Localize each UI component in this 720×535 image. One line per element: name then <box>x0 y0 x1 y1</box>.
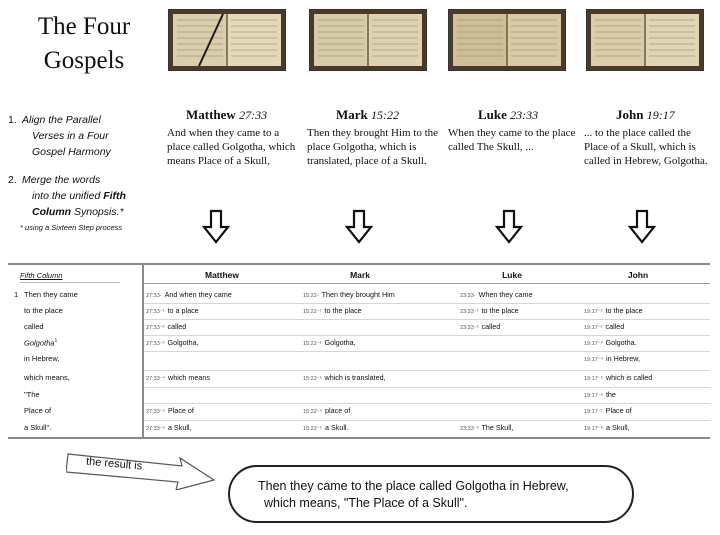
table-row-divider <box>144 420 710 421</box>
cell-text: The Skull, <box>481 423 514 432</box>
table-cell <box>584 423 630 432</box>
verse-ref: 27:33- <box>146 293 162 299</box>
step-2-line-2 <box>8 188 168 204</box>
gospel-name: Matthew <box>186 107 236 122</box>
table-row-divider <box>144 319 710 320</box>
result-line-2: which means, "The Place of a Skull". <box>264 496 468 510</box>
step-1-line-3: Gospel Harmony <box>32 146 111 158</box>
table-cell <box>146 306 199 315</box>
verse-ref: 27:33⁻⁴ <box>146 376 166 382</box>
step-1-line-1: Align the Parallel <box>22 114 101 126</box>
fifth-header-rule <box>20 282 120 283</box>
cell-text: called <box>481 322 501 331</box>
gospel-heading-john <box>616 107 720 123</box>
fifth-row-9: a Skull". <box>24 423 52 432</box>
verse-ref: 15:22⁻⁴ <box>303 409 323 415</box>
column-header-matthew: Matthew <box>205 270 239 280</box>
table-header-rule <box>144 283 710 284</box>
cell-text: called <box>605 322 625 331</box>
table-bottom-border <box>8 437 710 439</box>
cell-text: which means <box>168 373 210 382</box>
table-cell <box>460 423 513 432</box>
table-cell <box>146 322 186 331</box>
table-cell <box>584 306 643 315</box>
steps-list <box>8 112 168 234</box>
table-cell <box>146 290 232 299</box>
verse-ref: 23:33⁻³ <box>460 426 479 432</box>
gospel-name: Mark <box>336 107 368 122</box>
verse-ref: 27:33⁻² <box>146 325 165 331</box>
result-line-1: Then they came to the place called Golgotha in Hebrew, <box>258 479 569 493</box>
callout-text: the result is <box>85 455 143 473</box>
step-1-line-2: Verses in a Four <box>32 130 109 142</box>
cell-text: to the place <box>605 306 643 315</box>
down-arrow-icon <box>202 209 230 245</box>
verse-ref: 23:33⁻² <box>460 325 479 331</box>
fifth-row-4 <box>14 338 57 348</box>
table-cell <box>303 290 395 299</box>
cell-text: When they came <box>478 290 533 299</box>
column-header-luke: Luke <box>502 270 522 280</box>
cell-text: Golgotha, <box>167 338 199 347</box>
verse-ref: 27:33⁻⁵ <box>146 409 165 415</box>
table-row-divider <box>144 403 710 404</box>
down-arrow-icon <box>345 209 373 245</box>
open-bible-icon <box>449 10 565 70</box>
cell-text: the <box>605 390 616 399</box>
verse-ref: 19:17⁻¹ <box>584 309 603 315</box>
table-cell <box>303 423 349 432</box>
fifth-row-8: Place of <box>24 406 52 415</box>
column-header-john: John <box>627 270 649 280</box>
gospel-text-luke: When they came to the place called The Skull, ... <box>448 127 576 153</box>
fifth-row-text: Golgotha <box>24 338 55 348</box>
down-arrow-icon <box>628 209 656 245</box>
gospel-text-mark: Then they brought Him to the place Golgotha, which is translated, place of a Skull. <box>307 127 439 167</box>
verse-ref: 19:17⁻³ <box>584 341 603 347</box>
table-cell <box>146 373 210 382</box>
fifth-row-7: "The <box>24 390 40 399</box>
cell-text: Golgotha. <box>605 338 637 347</box>
title-line-1: The Four <box>37 13 131 40</box>
cell-text: And when they came <box>164 290 232 299</box>
golgotha-superscript: 1 <box>54 338 58 344</box>
cell-text: Place of <box>167 406 194 415</box>
column-header-mark: Mark <box>350 270 370 280</box>
down-arrow-icon <box>495 209 523 245</box>
gospel-ref: 27:33 <box>239 108 268 122</box>
footnote: * using a Sixteen Step process <box>20 223 123 232</box>
table-cell <box>146 423 192 432</box>
fifth-row-5: in Hebrew, <box>24 354 60 363</box>
verse-ref: 23:33⁻¹ <box>460 309 479 315</box>
gospel-heading-luke <box>478 107 613 123</box>
verse-ref: 27:33⁻⁶ <box>146 426 165 432</box>
verse-ref: 27:33⁻³ <box>146 341 165 347</box>
verse-ref: 15:22⁻⁵ <box>303 426 322 432</box>
verse-ref: 19:17⁻⁴ <box>584 357 604 363</box>
verse-ref: 27:33⁻¹ <box>146 309 165 315</box>
cell-text: to a place <box>167 306 199 315</box>
book-image-luke <box>448 9 566 71</box>
table-cell <box>584 406 632 415</box>
book-image-matthew <box>168 9 286 71</box>
step-1 <box>8 112 168 128</box>
fifth-column-header: Fifth Column <box>20 271 63 280</box>
verse-ref: 19:17⁻² <box>584 325 603 331</box>
table-cell <box>460 322 500 331</box>
title-line-2: Gospels <box>43 47 125 74</box>
result-text <box>258 478 628 512</box>
table-row-divider <box>144 335 710 336</box>
verse-ref: 15:22⁻² <box>303 341 322 347</box>
cell-text: Golgotha, <box>324 338 356 347</box>
table-cell <box>584 373 652 382</box>
open-bible-icon <box>310 10 426 70</box>
fifth-row-number: 1 <box>14 290 19 299</box>
step-2 <box>8 172 168 188</box>
verse-ref: 15:22⁻¹ <box>303 309 322 315</box>
table-row-divider <box>144 303 710 304</box>
fifth-row-1 <box>14 290 78 299</box>
book-image-mark <box>309 9 427 71</box>
step-2-bold-fifth: Fifth <box>103 190 126 202</box>
open-bible-icon <box>169 10 285 70</box>
fifth-row-2: to the place <box>24 306 63 315</box>
verse-ref: 19:17⁻⁵ <box>584 376 603 382</box>
step-2-line-3 <box>8 204 168 220</box>
table-cell <box>303 406 350 415</box>
cell-text: a Skull, <box>606 423 630 432</box>
table-cell <box>303 373 386 382</box>
fifth-row-text: Then they came <box>24 290 78 299</box>
step-2-line-2-text: into the unified <box>32 190 104 202</box>
gospel-ref: 15:22 <box>371 108 400 122</box>
table-top-border <box>8 263 710 265</box>
cell-text: place of <box>325 406 351 415</box>
step-2-number: 2. <box>8 174 17 186</box>
step-2-line-3-text: Synopsis.* <box>71 206 124 218</box>
cell-text: to the place <box>324 306 362 315</box>
gospel-heading-matthew <box>186 107 321 123</box>
cell-text: a Skull. <box>324 423 349 432</box>
table-cell <box>460 290 533 299</box>
step-1-number: 1. <box>8 114 17 126</box>
verse-ref: 15:22⁻³ <box>303 376 322 382</box>
book-image-john <box>586 9 704 71</box>
gospel-ref: 23:33 <box>510 108 539 122</box>
fifth-row-3: called <box>24 322 44 331</box>
gospel-ref: 19:17 <box>646 108 675 122</box>
gospel-text-john: ... to the place called the Place of a Skull, which is called in Hebrew, Golgotha. <box>584 127 708 167</box>
table-cell <box>584 354 640 363</box>
step-2-line-1: Merge the words <box>22 174 101 186</box>
table-cell <box>146 338 199 347</box>
cell-text: which is translated, <box>324 373 386 382</box>
gospel-text-matthew: And when they came to a place called Golgotha, which means Place of a Skull, <box>167 127 296 167</box>
verse-ref: 19:17⁻⁸ <box>584 426 603 432</box>
cell-text: called <box>167 322 187 331</box>
cell-text: to the place <box>481 306 519 315</box>
verse-ref: 23:33- <box>460 293 476 299</box>
verse-ref: 19:17⁻⁷ <box>584 409 603 415</box>
cell-text: Then they brought Him <box>321 290 395 299</box>
verse-ref: 15:22- <box>303 293 319 299</box>
cell-text: in Hebrew, <box>606 354 640 363</box>
cell-text: Place of <box>605 406 632 415</box>
fifth-row-6: which means, <box>24 373 70 382</box>
table-cell <box>584 338 637 347</box>
step-2-bold-column: Column <box>32 206 72 218</box>
table-cell <box>146 406 194 415</box>
gospel-name: Luke <box>478 107 507 122</box>
table-row-divider <box>144 370 710 371</box>
table-cell <box>584 390 616 399</box>
table-cell <box>303 306 362 315</box>
gospel-name: John <box>616 107 644 122</box>
cell-text: which is called <box>605 373 653 382</box>
gospel-heading-mark <box>336 107 471 123</box>
table-row-divider <box>144 387 710 388</box>
table-row-divider <box>144 351 710 352</box>
page-title <box>14 10 154 78</box>
cell-text: a Skull, <box>167 423 192 432</box>
open-bible-icon <box>587 10 703 70</box>
table-cell <box>584 322 624 331</box>
table-cell <box>460 306 519 315</box>
verse-ref: 19:17⁻⁶ <box>584 393 603 399</box>
table-cell <box>303 338 356 347</box>
